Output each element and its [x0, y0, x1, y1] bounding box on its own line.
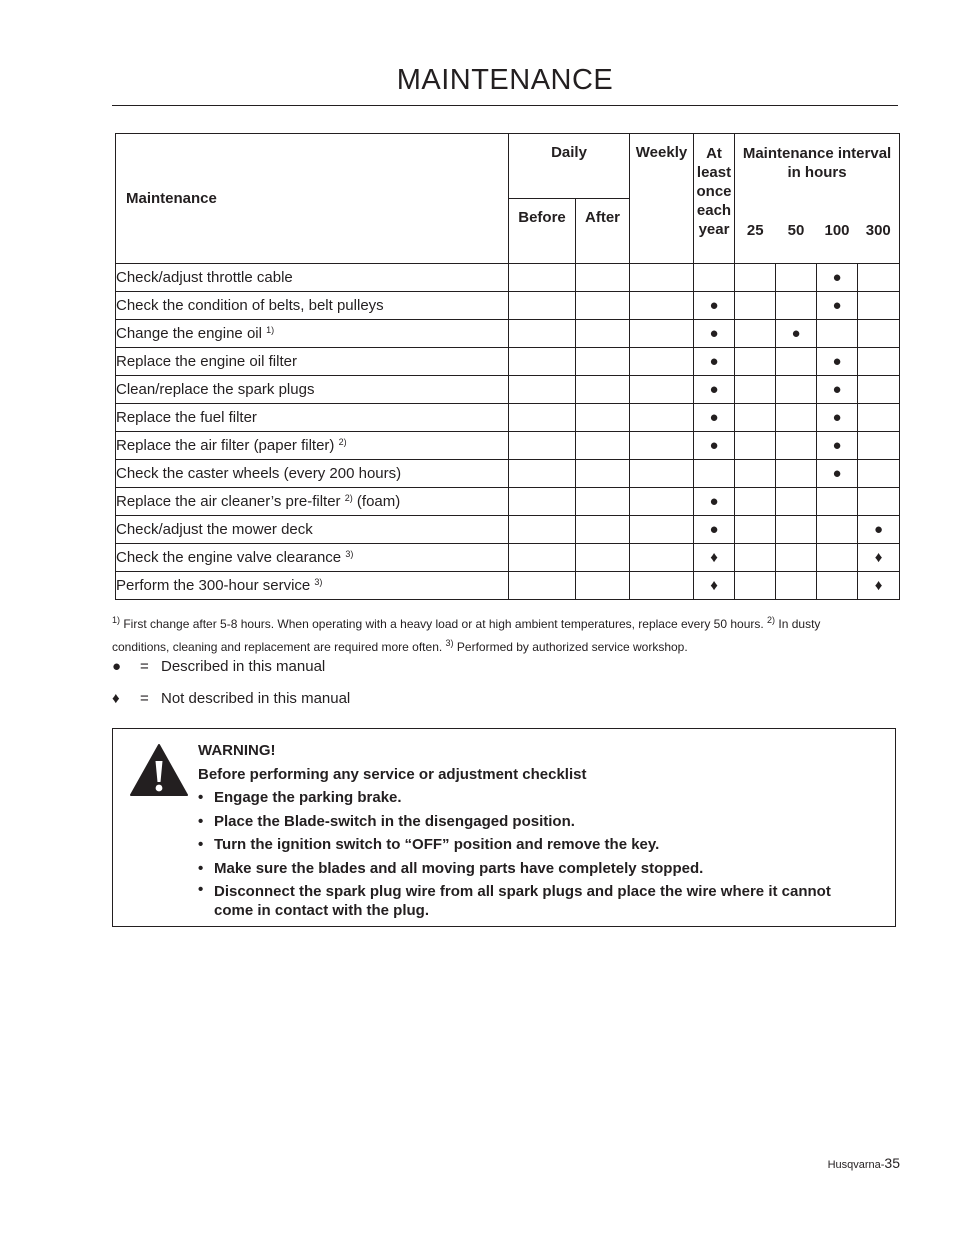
- empty-cell: [858, 376, 900, 404]
- empty-cell: [630, 516, 694, 544]
- empty-cell: [858, 460, 900, 488]
- page-footer: [828, 1155, 900, 1171]
- empty-cell: [509, 460, 576, 488]
- bullet-mark: ●: [817, 264, 858, 292]
- empty-cell: [576, 544, 630, 572]
- empty-cell: [694, 460, 735, 488]
- diamond-mark: ♦: [858, 572, 900, 600]
- legend-not-described: ♦ = Not described in this manual: [112, 690, 351, 707]
- empty-cell: [858, 432, 900, 460]
- empty-cell: [776, 432, 817, 460]
- bullet-mark: ●: [858, 516, 900, 544]
- warning-item: • Place the Blade-switch in the disengaged position.: [198, 810, 838, 834]
- empty-cell: [817, 544, 858, 572]
- empty-cell: [817, 320, 858, 348]
- diamond-mark: ♦: [694, 572, 735, 600]
- table-row: [116, 264, 900, 292]
- table-row: [116, 488, 900, 516]
- header-after: After: [576, 199, 630, 264]
- table-body: [116, 264, 900, 600]
- bullet-mark: ●: [694, 320, 735, 348]
- bullet-mark: ●: [817, 432, 858, 460]
- empty-cell: [735, 376, 776, 404]
- empty-cell: [735, 516, 776, 544]
- empty-cell: [630, 348, 694, 376]
- empty-cell: [776, 572, 817, 600]
- bullet-mark: ●: [694, 292, 735, 320]
- header-weekly: Weekly: [630, 134, 694, 264]
- empty-cell: [509, 348, 576, 376]
- diamond-mark: ♦: [694, 544, 735, 572]
- legend-described-text: Described in this manual: [161, 658, 326, 675]
- table-row: [116, 376, 900, 404]
- warning-subheading: Before performing any service or adjustment checklist: [198, 765, 587, 783]
- empty-cell: [776, 292, 817, 320]
- empty-cell: [776, 348, 817, 376]
- bullet-mark: ●: [694, 432, 735, 460]
- bullet-mark: ●: [694, 348, 735, 376]
- table-row: [116, 432, 900, 460]
- empty-cell: [630, 572, 694, 600]
- table-row: [116, 572, 900, 600]
- empty-cell: [576, 432, 630, 460]
- empty-cell: [735, 488, 776, 516]
- bullet-symbol: ●: [112, 658, 122, 675]
- empty-cell: [576, 264, 630, 292]
- empty-cell: [576, 376, 630, 404]
- empty-cell: [776, 376, 817, 404]
- table-row: [116, 404, 900, 432]
- empty-cell: [776, 404, 817, 432]
- task-label: Replace the air cleaner’s pre-filter $^{2)}$ (foam): [116, 488, 509, 516]
- task-label: Change the engine oil $^{1)}$: [116, 320, 509, 348]
- empty-cell: [735, 572, 776, 600]
- legend-not-described-text: Not described in this manual: [161, 690, 351, 707]
- legend-described: ● = Described in this manual: [112, 658, 326, 675]
- empty-cell: [735, 264, 776, 292]
- empty-cell: [776, 264, 817, 292]
- empty-cell: [776, 544, 817, 572]
- empty-cell: [735, 544, 776, 572]
- empty-cell: [817, 516, 858, 544]
- empty-cell: [776, 460, 817, 488]
- bullet-mark: ●: [694, 488, 735, 516]
- task-label: Perform the 300-hour service $^{3)}$: [116, 572, 509, 600]
- table-row: [116, 292, 900, 320]
- task-label: Check/adjust the mower deck: [116, 516, 509, 544]
- diamond-mark: ♦: [858, 544, 900, 572]
- empty-cell: [630, 320, 694, 348]
- empty-cell: [576, 460, 630, 488]
- empty-cell: [576, 572, 630, 600]
- empty-cell: [509, 432, 576, 460]
- empty-cell: [576, 404, 630, 432]
- warning-item: • Make sure the blades and all moving parts have completely stopped.: [198, 857, 838, 881]
- footnotes: $^{1)}$ First change after 5-8 hours. When operating with a heavy load or at high ambient temperatures, replace every 50 hours. $^{2)}$ In dusty conditions, cleaning and replacement are required more often. $^{3)}$ Performed by authorized service workshop.: [112, 615, 821, 654]
- empty-cell: [509, 264, 576, 292]
- empty-cell: [509, 516, 576, 544]
- table-row: [116, 348, 900, 376]
- empty-cell: [509, 320, 576, 348]
- warning-item: • Disconnect the spark plug wire from all spark plugs and place the wire where it cannot come in contact with the plug.: [198, 880, 838, 920]
- empty-cell: [735, 320, 776, 348]
- empty-cell: [858, 404, 900, 432]
- empty-cell: [576, 320, 630, 348]
- empty-cell: [735, 404, 776, 432]
- empty-cell: [630, 404, 694, 432]
- task-label: Replace the air filter (paper filter) $^{2)}$: [116, 432, 509, 460]
- empty-cell: [509, 544, 576, 572]
- bullet-mark: ●: [817, 404, 858, 432]
- empty-cell: [509, 404, 576, 432]
- empty-cell: [858, 488, 900, 516]
- empty-cell: [630, 264, 694, 292]
- empty-cell: [630, 292, 694, 320]
- bullet-mark: ●: [694, 376, 735, 404]
- title-divider: [112, 105, 898, 106]
- table-row: [116, 460, 900, 488]
- empty-cell: [858, 264, 900, 292]
- bullet-mark: ●: [817, 460, 858, 488]
- maintenance-schedule-table: [115, 133, 900, 600]
- page-title: MAINTENANCE: [396, 64, 614, 96]
- header-daily: Daily: [509, 134, 630, 199]
- header-hours-50: 50: [776, 199, 817, 264]
- table-row: [116, 544, 900, 572]
- empty-cell: [858, 348, 900, 376]
- bullet-mark: ●: [694, 404, 735, 432]
- empty-cell: [630, 460, 694, 488]
- empty-cell: [576, 292, 630, 320]
- empty-cell: [509, 572, 576, 600]
- warning-triangle-icon: [129, 743, 189, 797]
- empty-cell: [509, 488, 576, 516]
- table-row: [116, 320, 900, 348]
- header-hours-25: 25: [735, 199, 776, 264]
- empty-cell: [735, 460, 776, 488]
- bullet-mark: ●: [817, 376, 858, 404]
- diamond-symbol: ♦: [112, 690, 120, 707]
- task-label: Clean/replace the spark plugs: [116, 376, 509, 404]
- empty-cell: [576, 516, 630, 544]
- empty-cell: [735, 432, 776, 460]
- empty-cell: [817, 572, 858, 600]
- empty-cell: [630, 544, 694, 572]
- table-row: [116, 516, 900, 544]
- bullet-mark: ●: [817, 348, 858, 376]
- header-hours-300: 300: [858, 199, 900, 264]
- header-maintenance: Maintenance: [116, 134, 509, 264]
- bullet-mark: ●: [694, 516, 735, 544]
- empty-cell: [509, 376, 576, 404]
- task-label: Check the condition of belts, belt pulleys: [116, 292, 509, 320]
- empty-cell: [735, 348, 776, 376]
- header-before: Before: [509, 199, 576, 264]
- empty-cell: [630, 376, 694, 404]
- empty-cell: [576, 348, 630, 376]
- empty-cell: [694, 264, 735, 292]
- empty-cell: [576, 488, 630, 516]
- empty-cell: [858, 320, 900, 348]
- empty-cell: [735, 292, 776, 320]
- warning-item: • Engage the parking brake.: [198, 786, 838, 810]
- empty-cell: [630, 432, 694, 460]
- page-number: 35: [884, 1155, 900, 1171]
- task-label: Check the caster wheels (every 200 hours): [116, 460, 509, 488]
- warning-checklist: [198, 786, 838, 920]
- header-hours-100: 100: [817, 199, 858, 264]
- task-label: Check/adjust throttle cable: [116, 264, 509, 292]
- brand-name: Husqvarna-: [827, 1159, 885, 1171]
- header-at-least-once-each-year: At least once each year: [694, 134, 735, 264]
- empty-cell: [776, 516, 817, 544]
- task-label: Check the engine valve clearance $^{3)}$: [116, 544, 509, 572]
- empty-cell: [858, 292, 900, 320]
- task-label: Replace the fuel filter: [116, 404, 509, 432]
- warning-item: • Turn the ignition switch to “OFF” position and remove the key.: [198, 833, 838, 857]
- task-label: Replace the engine oil filter: [116, 348, 509, 376]
- empty-cell: [509, 292, 576, 320]
- warning-box: [112, 728, 896, 927]
- bullet-mark: ●: [776, 320, 817, 348]
- bullet-mark: ●: [817, 292, 858, 320]
- empty-cell: [817, 488, 858, 516]
- empty-cell: [776, 488, 817, 516]
- header-maintenance-interval: Maintenance interval in hours: [735, 134, 900, 199]
- empty-cell: [630, 488, 694, 516]
- warning-heading: WARNING!: [198, 742, 276, 759]
